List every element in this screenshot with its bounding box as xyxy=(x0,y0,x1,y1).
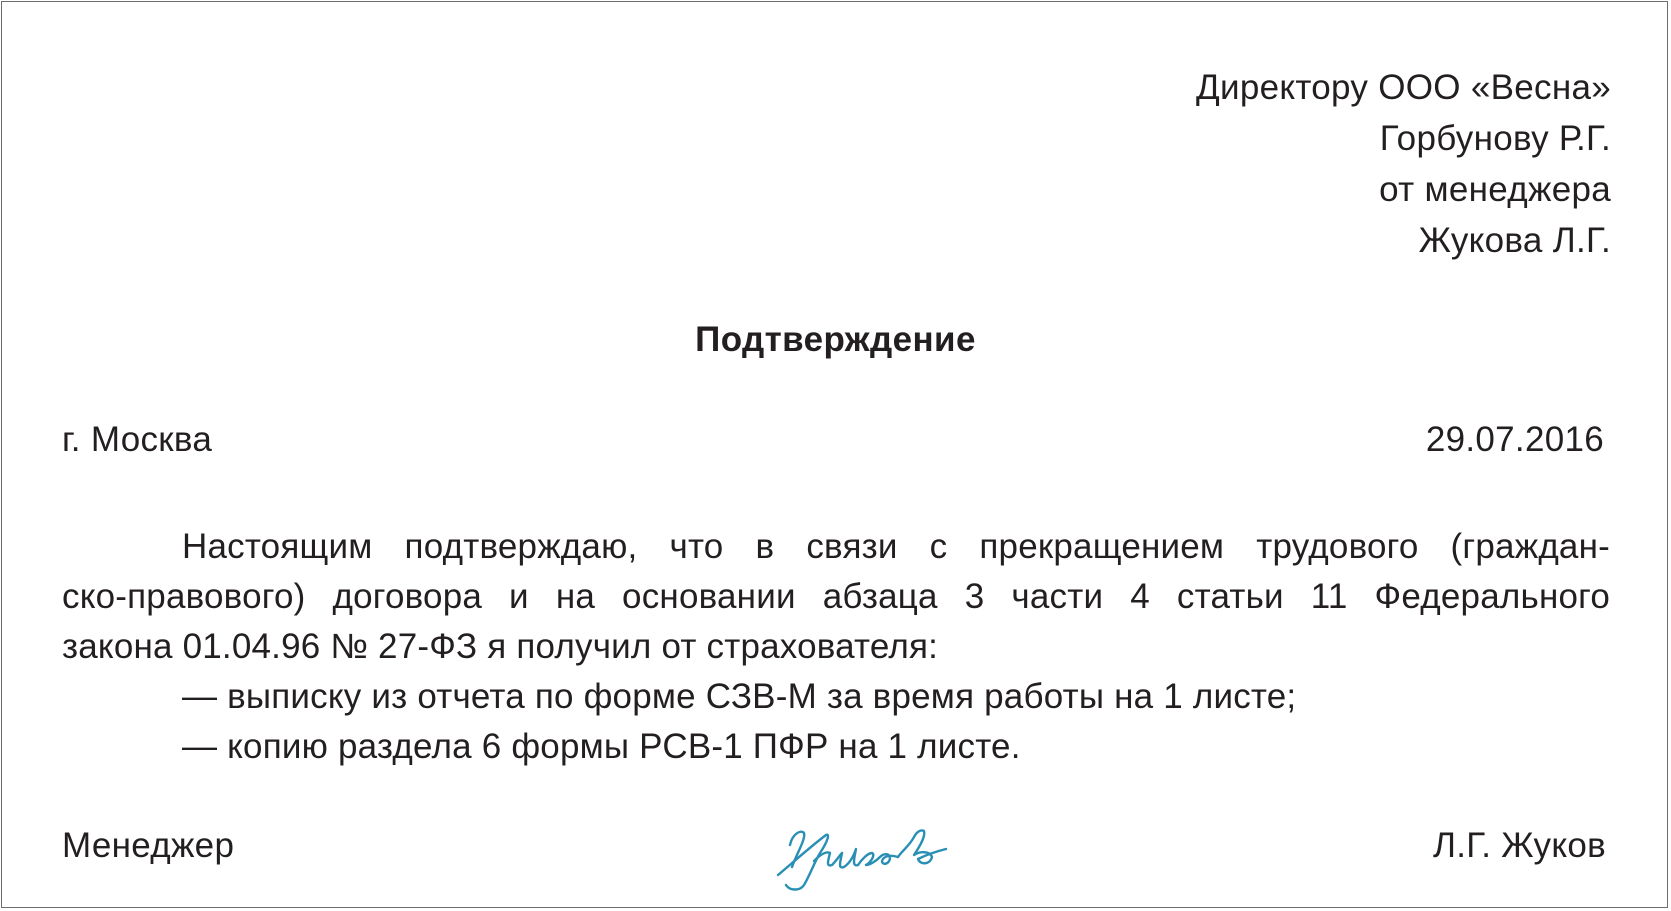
confirmation-paragraph xyxy=(62,522,1610,672)
signer-position: Менеджер xyxy=(62,826,235,865)
city-label: г. Москва xyxy=(62,420,213,459)
paragraph-line: ско-правового) договора и на основании абзаца 3 части 4 статьи 11 Федерального xyxy=(62,577,1610,616)
paragraph-line: Настоящим подтверждаю, что в связи с прекращением трудового (граждан- xyxy=(182,527,1610,566)
addressee-line-name: Горбунову Р.Г. xyxy=(1379,119,1611,158)
document-body xyxy=(62,522,1610,772)
document-date: 29.07.2016 xyxy=(1425,420,1604,459)
addressee-block xyxy=(1196,62,1611,266)
list-item-szv-m: — выписку из отчета по форме СЗВ-М за время работы на 1 листе; xyxy=(182,677,1297,716)
addressee-line-sender: Жукова Л.Г. xyxy=(1418,221,1611,260)
paragraph-line: закона 01.04.96 № 27-ФЗ я получил от страхователя: xyxy=(62,627,939,666)
document-title: Подтверждение xyxy=(695,320,976,359)
signer-name: Л.Г. Жуков xyxy=(1432,826,1606,865)
addressee-line-director: Директору ООО «Весна» xyxy=(1195,68,1611,107)
handwritten-signature xyxy=(770,815,960,895)
addressee-line-from: от менеджера xyxy=(1379,170,1611,209)
list-item-rsv-1: — копию раздела 6 формы РСВ-1 ПФР на 1 листе. xyxy=(182,727,1021,766)
